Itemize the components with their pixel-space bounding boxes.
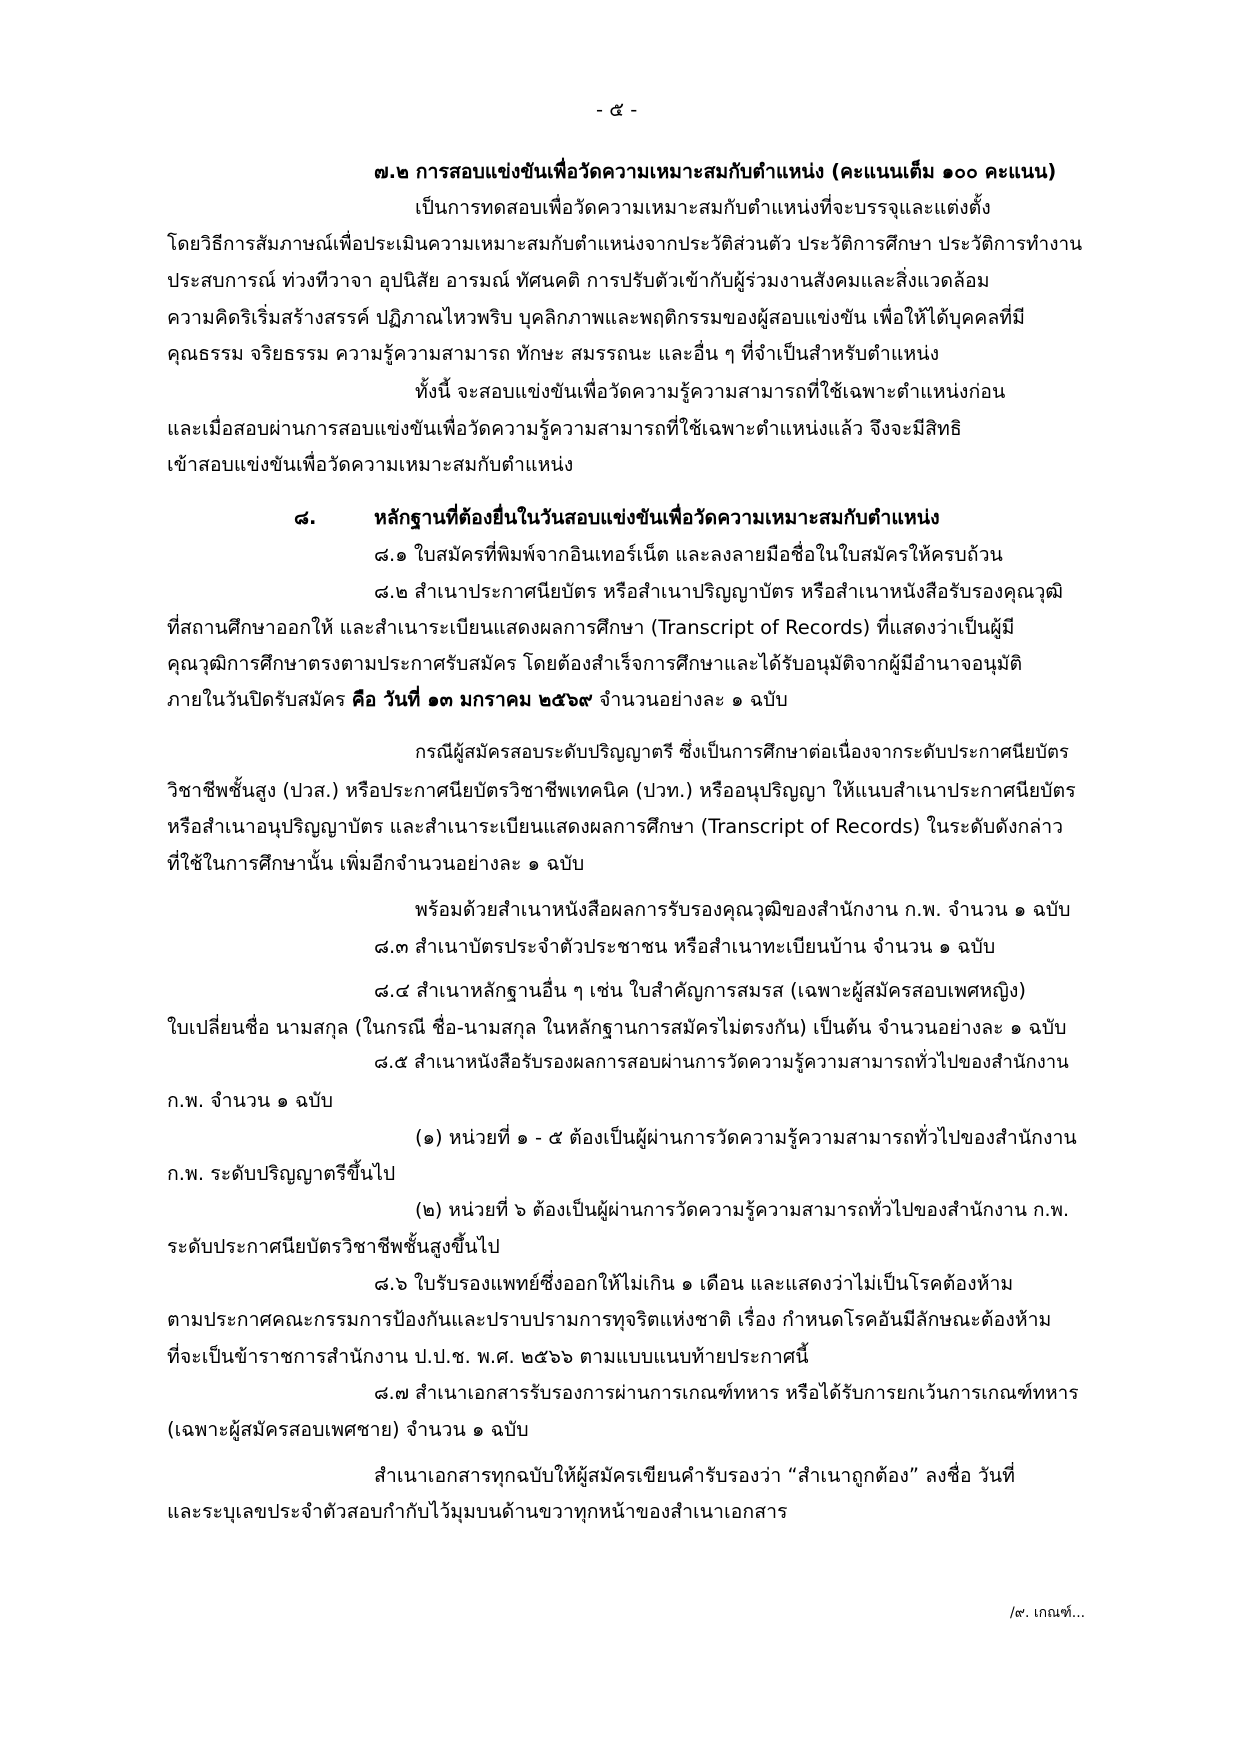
text-run: ภายในวันปิดรับสมัคร [167,688,352,711]
item-8-5: ๘.๕ สำเนาหนังสือรับรองผลการสอบผ่านการวัดความรู้ความสามารถทั่วไปของสำนักงาน [374,1052,1069,1073]
section-8-number: ๘. [294,506,317,529]
text-line: เป็นการทดสอบเพื่อวัดความเหมาะสมกับตำแหน่งที่จะบรรจุและแต่งตั้ง [415,196,991,219]
item-8-7: ๘.๗ สำเนาเอกสารรับรองการผ่านการเกณฑ์ทหาร หรือได้รับการยกเว้นการเกณฑ์ทหาร [374,1382,1079,1404]
text-line: ก.พ. จำนวน ๑ ฉบับ [167,1089,334,1112]
text-line: หรือสำเนาอนุปริญญาบัตร และสำเนาระเบียนแสดงผลการศึกษา (Transcript of Records) ในระดับดังกล่าว [167,815,1064,838]
section-8-heading: หลักฐานที่ต้องยื่นในวันสอบแข่งขันเพื่อวัดความเหมาะสมกับตำแหน่ง [374,506,940,529]
item-8-2: ๘.๒ สำเนาประกาศนียบัตร หรือสำเนาปริญญาบัตร หรือสำเนาหนังสือรับรองคุณวุฒิ [374,580,1064,603]
text-line: วิชาชีพชั้นสูง (ปวส.) หรือประกาศนียบัตรวิชาชีพเทคนิค (ปวท.) หรืออนุปริญญา ให้แนบสำเนาประกาศนียบัตร [167,779,1076,802]
item-8-3: ๘.๓ สำเนาบัตรประจำตัวประชาชน หรือสำเนาทะเบียนบ้าน จำนวน ๑ ฉบับ [374,935,996,958]
certification-note: สำเนาเอกสารทุกฉบับให้ผู้สมัครเขียนคำรับรองว่า “สำเนาถูกต้อง” ลงชื่อ วันที่ [374,1464,1015,1487]
text-line: โดยวิธีการสัมภาษณ์เพื่อประเมินความเหมาะสมกับตำแหน่งจากประวัติส่วนตัว ประวัติการศึกษา ประวัติการทำงาน [167,233,1083,255]
item-8-4: ๘.๔ สำเนาหลักฐานอื่น ๆ เช่น ใบสำคัญการสมรส (เฉพาะผู้สมัครสอบเพศหญิง) [374,979,1026,1002]
text-line: ใบเปลี่ยนชื่อ นามสกุล (ในกรณี ชื่อ-นามสกุล ในหลักฐานการสมัครไม่ตรงกัน) เป็นต้น จำนวนอย่างละ ๑ ฉบับ [167,1016,1067,1039]
text-line: ประสบการณ์ ท่วงทีวาจา อุปนิสัย อารมณ์ ทัศนคติ การปรับตัวเข้ากับผู้ร่วมงานสังคมและสิ่งแวดล้อม [167,269,990,292]
text-line: ความคิดริเริ่มสร้างสรรค์ ปฏิภาณไหวพริบ บุคลิกภาพและพฤติกรรมของผู้สอบแข่งขัน เพื่อให้ได้บุคคลที่มี [167,306,1026,329]
text-line: คุณธรรม จริยธรรม ความรู้ความสามารถ ทักษะ สมรรถนะ และอื่น ๆ ที่จำเป็นสำหรับตำแหน่ง [167,342,940,365]
text-line: ระดับประกาศนียบัตรวิชาชีพชั้นสูงขึ้นไป [167,1235,500,1258]
text-line: ทั้งนี้ จะสอบแข่งขันเพื่อวัดความรู้ความสามารถที่ใช้เฉพาะตำแหน่งก่อน [415,380,1006,403]
closing-date: คือ วันที่ ๑๓ มกราคม ๒๕๖๙ [351,688,593,711]
text-line: ที่ใช้ในการศึกษานั้น เพิ่มอีกจำนวนอย่างละ ๑ ฉบับ [167,852,585,875]
text-line: เข้าสอบแข่งขันเพื่อวัดความเหมาะสมกับตำแหน่ง [167,453,574,476]
text-line: ที่จะเป็นข้าราชการสำนักงาน ป.ป.ช. พ.ศ. ๒๕๖๖ ตามแบบแนบท้ายประกาศนี้ [167,1345,809,1368]
text-line: คุณวุฒิการศึกษาตรงตามประกาศรับสมัคร โดยต้องสำเร็จการศึกษาและได้รับอนุมัติจากผู้มีอำนาจอนุมัติ [167,652,1023,675]
footer-continuation: /๙. เกณฑ์... [1010,1605,1086,1621]
item-8-5-2: (๒) หน่วยที่ ๖ ต้องเป็นผู้ผ่านการวัดความรู้ความสามารถทั่วไปของสำนักงาน ก.พ. [415,1199,1070,1221]
text-line: พร้อมด้วยสำเนาหนังสือผลการรับรองคุณวุฒิของสำนักงาน ก.พ. จำนวน ๑ ฉบับ [415,898,1071,921]
text-line: ตามประกาศคณะกรรมการป้องกันและปราบปรามการทุจริตแห่งชาติ เรื่อง กำหนดโรคอันมีลักษณะต้องห้าม [167,1308,1052,1331]
text-line: ที่สถานศึกษาออกให้ และสำเนาระเบียนแสดงผลการศึกษา (Transcript of Records) ที่แสดงว่าเป็นผู้มี [167,616,1015,639]
text-run: จำนวนอย่างละ ๑ ฉบับ [592,688,788,711]
text-line [167,690,788,710]
text-line: (เฉพาะผู้สมัครสอบเพศชาย) จำนวน ๑ ฉบับ [167,1418,529,1441]
text-line: กรณีผู้สมัครสอบระดับปริญญาตรี ซึ่งเป็นการศึกษาต่อเนื่องจากระดับประกาศนียบัตร [415,742,1069,763]
text-line: และระบุเลขประจำตัวสอบกำกับไว้มุมบนด้านขวาทุกหน้าของสำเนาเอกสาร [167,1500,788,1523]
item-8-5-1: (๑) หน่วยที่ ๑ - ๕ ต้องเป็นผู้ผ่านการวัดความรู้ความสามารถทั่วไปของสำนักงาน [415,1126,1077,1149]
page-number: - ๕ - [596,98,638,121]
item-8-6: ๘.๖ ใบรับรองแพทย์ซึ่งออกให้ไม่เกิน ๑ เดือน และแสดงว่าไม่เป็นโรคต้องห้าม [374,1272,1014,1295]
text-line: และเมื่อสอบผ่านการสอบแข่งขันเพื่อวัดความรู้ความสามารถที่ใช้เฉพาะตำแหน่งแล้ว จึงจะมีสิทธิ [167,417,962,440]
text-line: ก.พ. ระดับปริญญาตรีขึ้นไป [167,1162,396,1185]
item-8-1: ๘.๑ ใบสมัครที่พิมพ์จากอินเทอร์เน็ต และลงลายมือชื่อในใบสมัครให้ครบถ้วน [374,543,1003,566]
section-7-2-heading: ๗.๒ การสอบแข่งขันเพื่อวัดความเหมาะสมกับตำแหน่ง (คะแนนเต็ม ๑๐๐ คะแนน) [374,160,1057,183]
